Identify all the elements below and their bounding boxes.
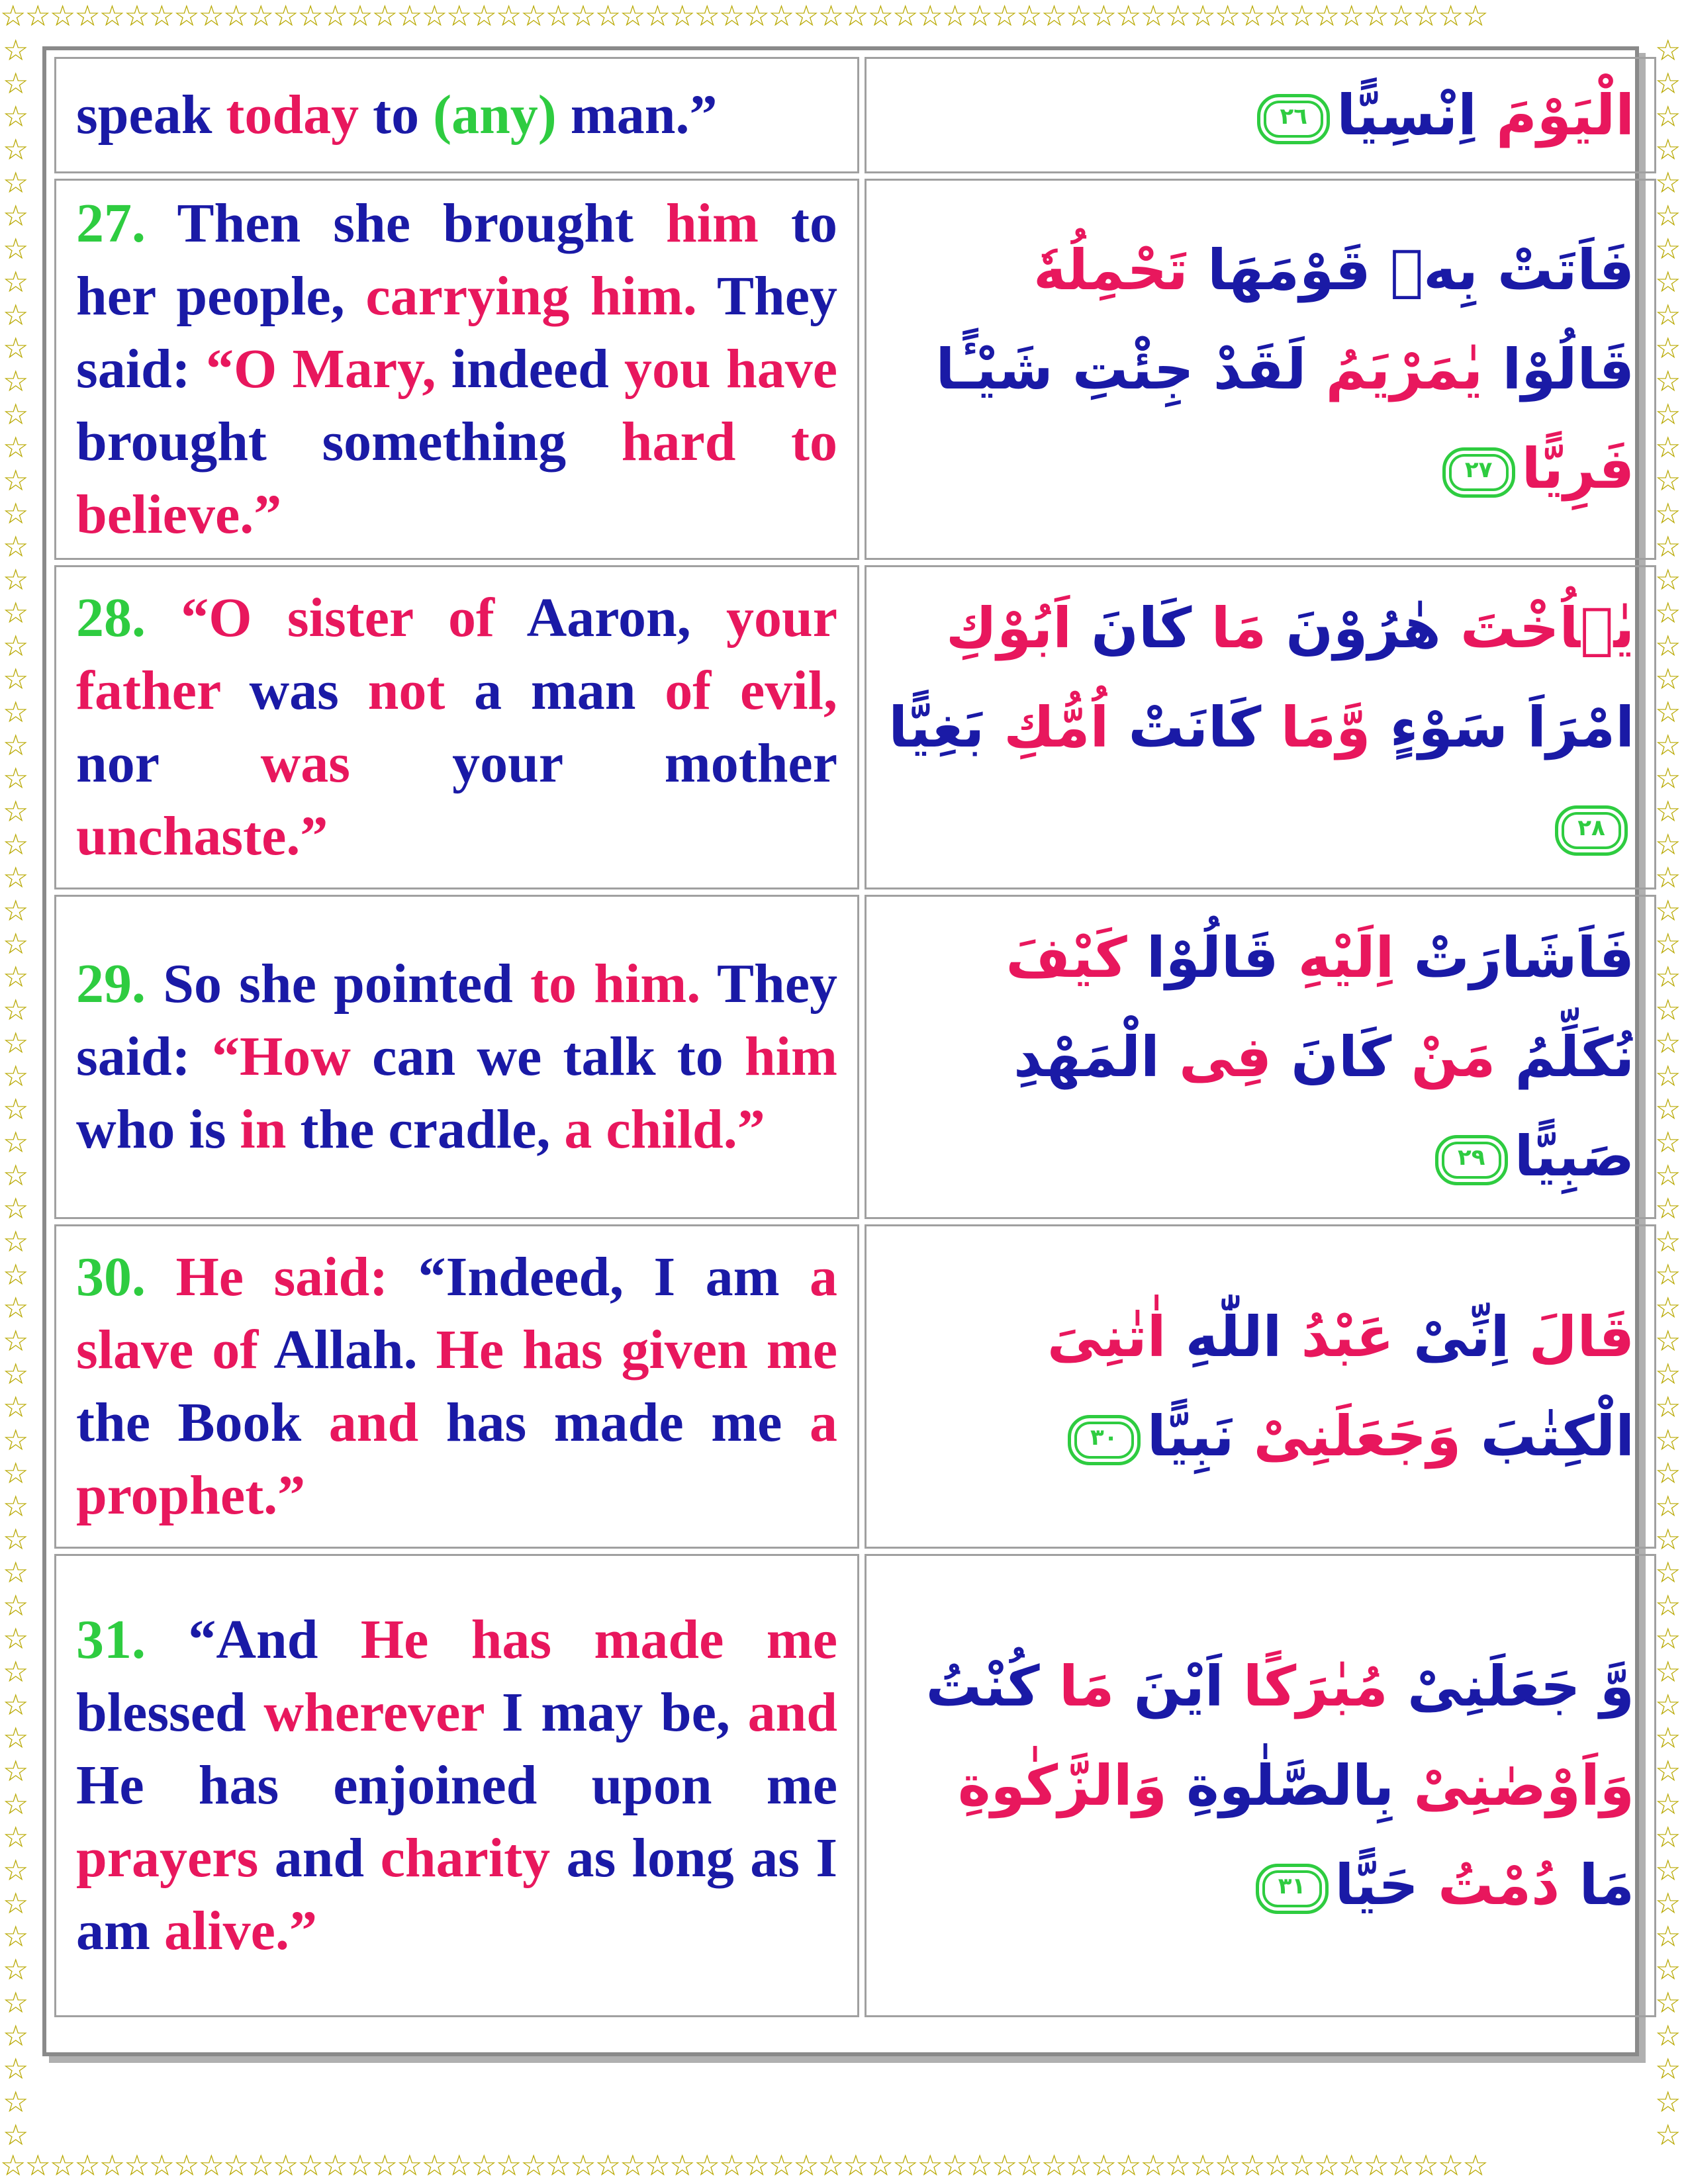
arabic-segment: كَانَ [1272,1024,1392,1089]
arabic-segment: كَيْفَ [1006,925,1127,990]
translation-segment: wherever [263,1682,502,1743]
arabic-segment: اَيْنَ [1114,1654,1224,1719]
arabic-segment: وَّ جَعَلَنِىْ [1387,1654,1634,1719]
english-translation [54,57,859,173]
arabic-segment: قَالَ [1509,1304,1634,1369]
translation-segment: and [274,1827,381,1889]
arabic-segment: قَالُوْا [1483,337,1634,402]
translation-segment: He has enjoined upon me [76,1754,837,1816]
english-translation [54,179,859,560]
arabic-segment: قَالُوْا [1127,925,1279,990]
translation-segment: prayers [76,1827,275,1889]
translation-segment: unchaste.” [76,805,328,867]
translation-segment: brought something [76,411,622,473]
translation-segment: He said: [175,1246,418,1308]
arabic-verse [865,565,1656,889]
ayah-number-marker: ٣١ [1256,1864,1329,1914]
translation-segment: him [665,193,792,254]
translation-segment: not [367,660,475,721]
ayah-number-marker: ٢٧ [1442,447,1515,498]
translation-segment: and [747,1682,838,1743]
translation-segment: alive.” [164,1900,317,1962]
translation-segment: you have [624,338,838,400]
arabic-segment: فَرِيًّا [1521,436,1634,501]
arabic-verse [865,179,1656,560]
arabic-segment: اِنِّىْ [1393,1304,1510,1369]
arabic-segment: يٰمَرْيَمُ [1306,337,1483,402]
arabic-segment: مُبٰرَكًا [1223,1654,1388,1719]
translation-segment: He has made me [360,1609,837,1670]
arabic-segment: مَا [1192,596,1267,660]
ayah-number-marker: ٣٠ [1068,1415,1141,1465]
translation-segment: the Book [76,1392,329,1453]
arabic-segment: اِنْسِيًّا [1336,83,1477,148]
translation-segment: was [260,733,453,794]
arabic-segment: فَاَتَتْ بِهٖ قَوْمَهَا [1188,238,1634,302]
arabic-segment: الْمَهْدِ صَبِيًّا [1013,1024,1634,1189]
translation-segment: carrying him. [365,265,717,327]
arabic-verse [865,1554,1656,2017]
translation-segment: indeed [451,338,625,400]
translation-segment: They said: [76,265,837,400]
arabic-segment: وَجَعَلَنِىْ [1234,1404,1462,1469]
verse-row [54,895,1656,1219]
translation-segment: “How [211,1026,373,1087]
translation-segment: your father [76,587,838,721]
translation-segment: speak [76,84,226,146]
border-bottom-stars: ☆☆☆☆☆☆☆☆☆☆☆☆☆☆☆☆☆☆☆☆☆☆☆☆☆☆☆☆☆☆☆☆☆☆☆☆☆☆☆☆☆☆☆☆☆☆☆☆☆☆☆☆☆☆☆☆☆☆☆☆ [0,2150,1487,2183]
translation-segment: nor [76,733,261,794]
english-translation [54,1554,859,2017]
arabic-segment: بَغِيًّا [888,695,985,760]
border-top-stars: ☆☆☆☆☆☆☆☆☆☆☆☆☆☆☆☆☆☆☆☆☆☆☆☆☆☆☆☆☆☆☆☆☆☆☆☆☆☆☆☆☆☆☆☆☆☆☆☆☆☆☆☆☆☆☆☆☆☆☆☆ [0,0,1487,33]
verse-row [54,1224,1656,1549]
arabic-segment: وَالزَّكٰوةِ [958,1753,1167,1818]
verse-number: 31. [76,1609,189,1670]
translation-segment: today [226,84,373,146]
ayah-number-marker: ٢٦ [1257,94,1330,144]
ayah-number-marker: ٢٨ [1555,805,1628,856]
translation-segment: “O sister of [181,587,527,649]
translation-segment: “And [188,1609,361,1670]
arabic-segment: اللّٰهِ [1166,1304,1282,1369]
translation-segment: who is [76,1099,240,1160]
translation-segment: He has given me [436,1319,837,1381]
translation-segment: of evil, [665,660,837,721]
arabic-segment: اِلَيْهِ [1278,925,1395,990]
translation-segment: Allah. [273,1319,436,1381]
translation-segment: “Indeed, I am [418,1246,810,1308]
translation-segment: Aaron, [526,587,727,649]
arabic-verse [865,57,1656,173]
translation-segment: blessed [76,1682,264,1743]
verse-number: 28. [76,587,181,649]
arabic-segment: هٰرُوْنَ [1266,596,1441,660]
translation-segment: They said: [76,953,838,1087]
ayah-number-marker: ٢٩ [1435,1135,1508,1185]
translation-segment: a prophet.” [76,1392,838,1526]
translation-segment: the cradle, [300,1099,565,1160]
translation-segment: can we talk to [372,1026,745,1087]
verse-number: 27. [76,193,177,254]
arabic-segment: نُكَلِّمُ [1495,1024,1634,1089]
translation-segment: him [744,1026,837,1087]
translation-segment: a child.” [564,1099,765,1160]
translation-segment: to [373,84,434,146]
translation-segment: to her people, [76,193,838,327]
arabic-segment: حَيًّا [1335,1852,1419,1917]
translation-segment: has made me [445,1392,810,1453]
translation-segment: So she pointed [163,953,531,1015]
border-right-stars: ☆☆☆☆☆☆☆☆☆☆☆☆☆☆☆☆☆☆☆☆☆☆☆☆☆☆☆☆☆☆☆☆☆☆☆☆☆☆☆☆☆☆☆☆☆☆☆☆☆☆☆☆☆☆☆☆☆☆☆☆☆☆☆☆ [1655,34,1681,2150]
translation-segment: your mother [452,733,837,794]
translation-segment: (any) [433,84,571,146]
translation-segment: charity [380,1827,567,1889]
arabic-segment: نَبِيًّا [1147,1404,1235,1469]
translation-segment: man.” [570,84,718,146]
arabic-segment: وَاَوْصٰنِىْ [1394,1753,1634,1818]
translation-segment: was [249,660,368,721]
arabic-segment: عَبْدُ [1282,1304,1394,1369]
arabic-segment: لَقَدْ جِئْتِ شَيْـًٔا [935,337,1307,402]
translation-segment: a man [474,660,665,721]
arabic-segment: اٰتٰنِىَ [1047,1304,1166,1369]
translation-segment: as long as I am [76,1827,838,1962]
arabic-segment: وَّمَا [1261,695,1371,760]
verse-number: 30. [76,1246,176,1308]
translation-segment: a slave of [76,1246,837,1381]
verse-table [49,52,1662,2023]
verse-row [54,1554,1656,2017]
translation-segment: hard to believe.” [76,411,837,545]
arabic-segment: بِالصَّلٰوةِ [1166,1753,1395,1818]
arabic-segment: الْيَوْمَ [1476,83,1634,148]
arabic-segment: امْرَاَ سَوْءٍ [1370,695,1634,760]
translation-segment: “O Mary, [205,338,451,400]
verse-row [54,179,1656,560]
arabic-segment: مَا [1039,1654,1115,1719]
verse-row [54,57,1656,173]
translation-segment: to him. [530,953,717,1015]
arabic-segment: تَحْمِلُهٗ [1033,238,1188,302]
arabic-segment: فِى [1159,1024,1272,1089]
arabic-segment: كَانَ [1072,596,1192,660]
verse-number: 29. [76,953,164,1015]
arabic-verse [865,1224,1656,1549]
arabic-verse [865,895,1656,1219]
translation-segment: and [328,1392,446,1453]
arabic-segment: اَبُوْكِ [946,596,1072,660]
arabic-segment: كَانَتْ [1109,695,1262,760]
arabic-segment: الْكِتٰبَ [1461,1404,1634,1469]
verse-row [54,565,1656,889]
arabic-segment: اُمُّكِ [984,695,1109,760]
border-left-stars: ☆☆☆☆☆☆☆☆☆☆☆☆☆☆☆☆☆☆☆☆☆☆☆☆☆☆☆☆☆☆☆☆☆☆☆☆☆☆☆☆☆☆☆☆☆☆☆☆☆☆☆☆☆☆☆☆☆☆☆☆☆☆☆☆ [3,34,29,2150]
english-translation [54,1224,859,1549]
translation-segment: I may be, [501,1682,748,1743]
arabic-segment: كُنْتُ [925,1654,1040,1719]
translation-segment: Then she brought [177,193,666,254]
arabic-segment: دُمْتُ [1418,1852,1560,1917]
english-translation [54,895,859,1219]
arabic-segment: فَاَشَارَتْ [1394,925,1634,990]
arabic-segment: مَنْ [1391,1024,1496,1089]
arabic-segment: مَا [1560,1852,1634,1917]
english-translation [54,565,859,889]
translation-segment: in [240,1099,301,1160]
arabic-segment: يٰۤاُخْتَ [1440,596,1634,660]
